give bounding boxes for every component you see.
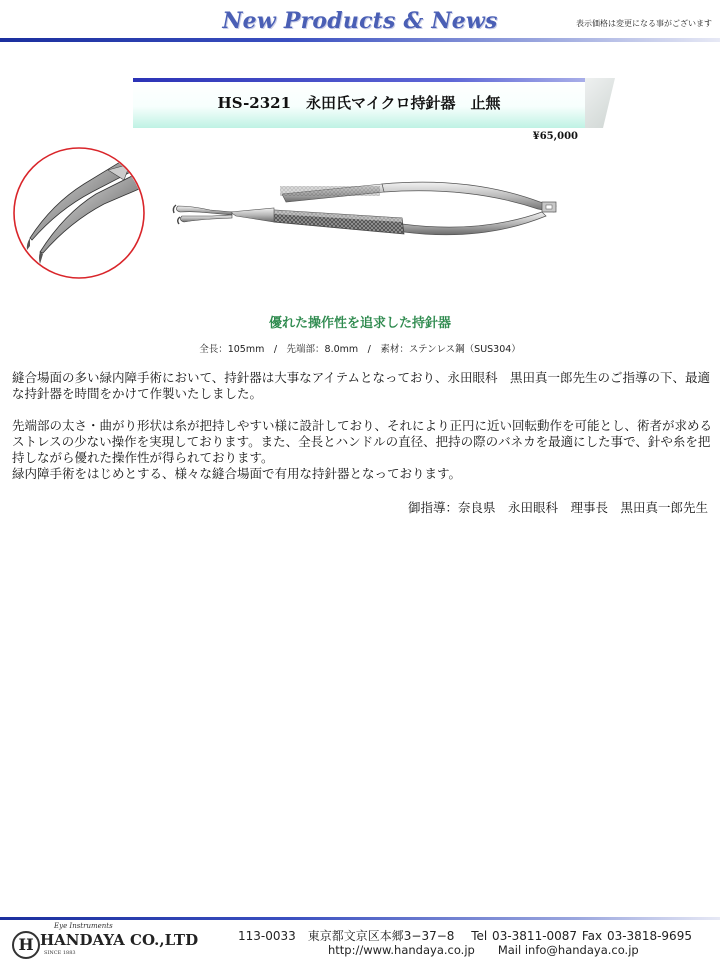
logo-tagline: Eye Instruments (54, 922, 113, 930)
catchphrase: 優れた操作性を追求した持針器 (268, 316, 451, 331)
logo-letter: H (18, 935, 34, 954)
product-title: HS-2321 永田氏マイクロ持針器 止無 (217, 94, 501, 112)
company-since: SINCE 1883 (44, 950, 76, 956)
footer-rule (0, 917, 720, 920)
tip-closeup-image (12, 146, 146, 280)
company-web-mail: http://www.handaya.co.jp Mail info@handaya.co.jp (328, 943, 639, 957)
company-name: HANDAYA CO.,LTD (40, 931, 199, 949)
description-paragraph-1: 縫合場面の多い緑内障手術において、持針器は大事なアイテムとなっており、永田眼科 黒田真一郎先生のご指導の下、最適な持針器を時間をかけて作製いたしました。 (12, 370, 711, 401)
product-specs: 全長：105mm / 先端部：8.0mm / 素材：ステンレス鋼（SUS304） (199, 344, 521, 355)
advisor-credit: 御指導：奈良県 永田眼科 理事長 黒田真一郎先生 (407, 500, 708, 515)
company-address: 113-0033 東京都文京区本郷3−37−8 Tel 03-3811-0087 Fax 03-3818-9695 (238, 929, 692, 943)
banner-top-rule (133, 78, 585, 82)
page-title: New Products & News (222, 8, 498, 34)
description-paragraph-3-text: 緑内障手術をはじめとする、様々な縫合場面で有用な持針器となっております。 (12, 466, 462, 481)
header-rule (0, 38, 720, 42)
needle-holder-image (170, 172, 570, 250)
product-price: ¥65,000 (532, 131, 578, 142)
description-paragraph-2 (12, 418, 712, 482)
price-change-note: 表示価格は変更になる事がございます (576, 19, 712, 28)
description-paragraph-2-text: 先端部の太さ・曲がり形状は糸が把持しやすい様に設計しており、それにより正円に近い回転動作を可能とし、術者が求めるストレスの少ない操作を実現しております。また、全長とハンドルの直径、把持の際のバネカを最適にした事で、針や糸を把持しながら優れた操作性が得られております。 (12, 418, 713, 465)
